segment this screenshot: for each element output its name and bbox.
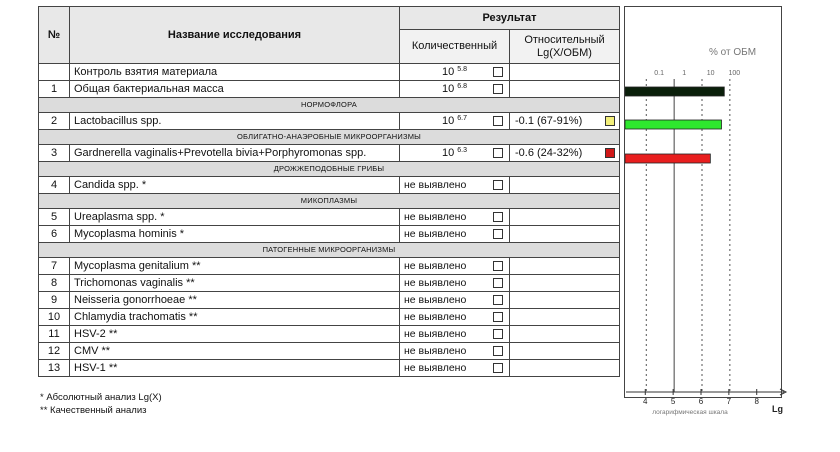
quantitative-cell (400, 292, 510, 309)
value-exponent: 6.8 (457, 83, 467, 90)
not-detected-text: не выявлено (404, 294, 467, 306)
value-base: 10 (442, 115, 455, 127)
relative-value: -0.1 (67-91%) (515, 115, 583, 127)
section-row (39, 98, 620, 113)
result-checkbox[interactable] (493, 148, 503, 158)
percent-tick-label: 10 (706, 70, 715, 77)
row-number: 12 (39, 343, 70, 360)
axis-unit-label: Lg (772, 404, 783, 414)
relative-cell (510, 64, 620, 81)
quantitative-cell (400, 113, 510, 130)
percent-tick-label: 1 (682, 70, 687, 77)
relative-cell (510, 145, 620, 162)
row-number: 13 (39, 360, 70, 377)
header-quantitative: Количественный (400, 30, 510, 64)
quantitative-cell (400, 275, 510, 292)
quantitative-cell (400, 309, 510, 326)
row-number: 4 (39, 177, 70, 194)
table-row (39, 309, 620, 326)
value-base: 10 (442, 66, 455, 78)
relative-cell (510, 81, 620, 98)
row-number: 6 (39, 226, 70, 243)
result-checkbox[interactable] (493, 261, 503, 271)
quantitative-cell (400, 209, 510, 226)
quantitative-cell (400, 64, 510, 81)
quantitative-cell (400, 145, 510, 162)
quantitative-cell (400, 177, 510, 194)
relative-cell (510, 343, 620, 360)
test-name: Общая бактериальная масса (70, 81, 400, 98)
not-detected-text: не выявлено (404, 277, 467, 289)
value-exponent: 5.8 (457, 66, 467, 73)
not-detected-text: не выявлено (404, 362, 467, 374)
relative-cell (510, 309, 620, 326)
row-number: 1 (39, 81, 70, 98)
relative-cell (510, 326, 620, 343)
value-base: 10 (442, 147, 455, 159)
x-tick-label: 8 (754, 397, 759, 406)
section-row (39, 162, 620, 177)
result-checkbox[interactable] (493, 312, 503, 322)
chart-bar (625, 154, 710, 163)
quantitative-value (442, 145, 467, 162)
quantitative-cell (400, 258, 510, 275)
result-checkbox[interactable] (493, 329, 503, 339)
table-row (39, 343, 620, 360)
not-detected-text: не выявлено (404, 311, 467, 323)
relative-value: -0.6 (24-32%) (515, 147, 583, 159)
relative-cell (510, 258, 620, 275)
results-body (39, 64, 620, 377)
footnote-qualitative: ** Качественный анализ (40, 405, 147, 416)
not-detected-text: не выявлено (404, 345, 467, 357)
test-name: Gardnerella vaginalis+Prevotella bivia+Porphyromonas spp. (70, 145, 400, 162)
section-label: ОБЛИГАТНО-АНАЭРОБНЫЕ МИКРООРГАНИЗМЫ (39, 130, 620, 145)
table-row (39, 275, 620, 292)
test-name: Chlamydia trachomatis ** (70, 309, 400, 326)
x-tick-label: 5 (670, 397, 676, 406)
row-number: 8 (39, 275, 70, 292)
footnote-absolute: * Абсолютный анализ Lg(X) (40, 392, 162, 403)
section-row (39, 194, 620, 209)
section-label: МИКОПЛАЗМЫ (39, 194, 620, 209)
quantitative-value (442, 64, 467, 81)
table-row (39, 64, 620, 81)
relative-cell (510, 292, 620, 309)
table-row (39, 226, 620, 243)
percent-tick-label: 0.1 (654, 70, 664, 77)
row-number: 5 (39, 209, 70, 226)
test-name: Ureaplasma spp. * (70, 209, 400, 226)
test-name: Mycoplasma hominis * (70, 226, 400, 243)
section-row (39, 243, 620, 258)
quantitative-cell (400, 81, 510, 98)
chart-bar (625, 87, 724, 96)
quantitative-cell (400, 326, 510, 343)
quantitative-cell (400, 360, 510, 377)
result-checkbox[interactable] (493, 295, 503, 305)
result-checkbox[interactable] (493, 67, 503, 77)
table-row (39, 258, 620, 275)
test-name: HSV-1 ** (70, 360, 400, 377)
section-row (39, 130, 620, 145)
test-name: Контроль взятия материала (70, 64, 400, 81)
row-number: 2 (39, 113, 70, 130)
test-name: CMV ** (70, 343, 400, 360)
row-number: 7 (39, 258, 70, 275)
row-number (39, 64, 70, 81)
header-relative: Относительный Lg(X/ОБМ) (510, 30, 620, 64)
value-exponent: 6.7 (457, 115, 467, 122)
chart-bar (625, 120, 722, 129)
not-detected-text: не выявлено (404, 211, 467, 223)
relative-cell (510, 360, 620, 377)
quantitative-value (442, 81, 467, 98)
relative-cell (510, 177, 620, 194)
quantitative-value (442, 113, 467, 130)
chart-panel (624, 6, 782, 398)
section-label: ДРОЖЖЕПОДОБНЫЕ ГРИБЫ (39, 162, 620, 177)
row-number: 10 (39, 309, 70, 326)
result-checkbox[interactable] (493, 180, 503, 190)
test-name: HSV-2 ** (70, 326, 400, 343)
row-number: 11 (39, 326, 70, 343)
test-name: Lactobacillus spp. (70, 113, 400, 130)
value-base: 10 (442, 83, 455, 95)
x-tick-label: 7 (726, 397, 732, 406)
result-checkbox[interactable] (493, 116, 503, 126)
log-scale-chart (625, 7, 781, 397)
x-axis-label: логарифмическая шкала (652, 409, 728, 416)
table-row (39, 177, 620, 194)
table-row (39, 326, 620, 343)
not-detected-text: не выявлено (404, 228, 467, 240)
quantitative-cell (400, 343, 510, 360)
status-color-indicator (605, 116, 615, 126)
table-row (39, 209, 620, 226)
result-checkbox[interactable] (493, 229, 503, 239)
relative-cell (510, 113, 620, 130)
result-checkbox[interactable] (493, 363, 503, 373)
percent-tick-label: 100 (728, 70, 741, 77)
table-row (39, 292, 620, 309)
row-number: 3 (39, 145, 70, 162)
relative-cell (510, 209, 620, 226)
header-num: № (39, 7, 70, 64)
not-detected-text: не выявлено (404, 328, 467, 340)
not-detected-text: не выявлено (404, 260, 467, 272)
table-row (39, 81, 620, 98)
header-result: Результат (400, 7, 620, 30)
table-row (39, 113, 620, 130)
not-detected-text: не выявлено (404, 179, 467, 191)
header-name: Название исследования (70, 7, 400, 64)
result-checkbox[interactable] (493, 346, 503, 356)
x-tick-label: 6 (698, 397, 704, 406)
result-checkbox[interactable] (493, 278, 503, 288)
section-label: НОРМОФЛОРА (39, 98, 620, 113)
results-table (38, 6, 620, 377)
table-row (39, 360, 620, 377)
table-row (39, 145, 620, 162)
section-label: ПАТОГЕННЫЕ МИКРООРГАНИЗМЫ (39, 243, 620, 258)
relative-cell (510, 275, 620, 292)
x-tick-label: 4 (643, 397, 648, 406)
result-checkbox[interactable] (493, 84, 503, 94)
test-name: Trichomonas vaginalis ** (70, 275, 400, 292)
status-color-indicator (605, 148, 615, 158)
row-number: 9 (39, 292, 70, 309)
value-exponent: 6.3 (457, 147, 467, 154)
test-name: Mycoplasma genitalium ** (70, 258, 400, 275)
relative-cell (510, 226, 620, 243)
test-name: Candida spp. * (70, 177, 400, 194)
chart-title: % от ОБМ (709, 47, 757, 58)
result-checkbox[interactable] (493, 212, 503, 222)
quantitative-cell (400, 226, 510, 243)
test-name: Neisseria gonorrhoeae ** (70, 292, 400, 309)
